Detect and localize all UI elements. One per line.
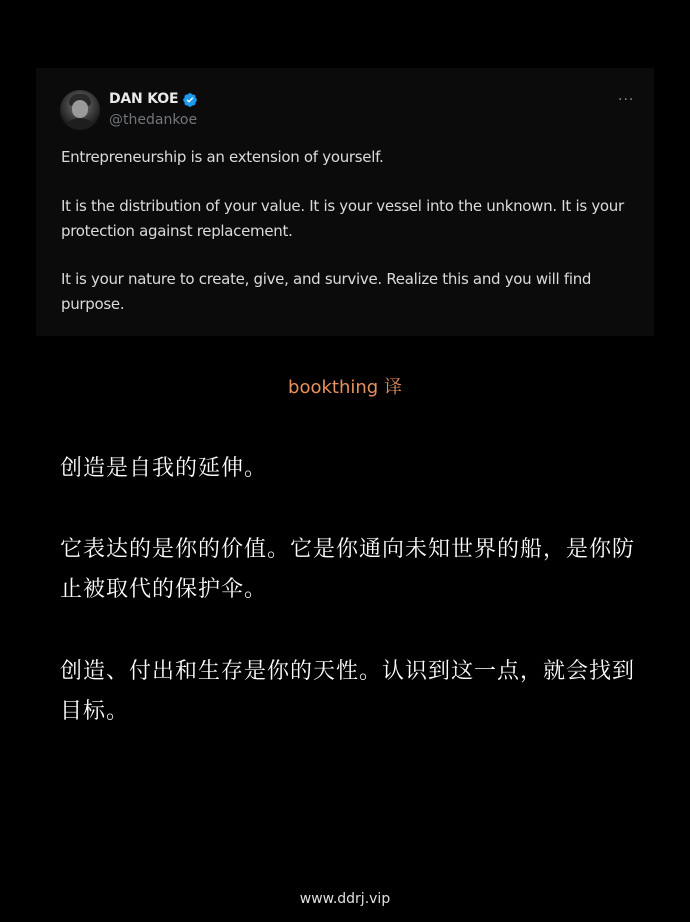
tweet-paragraph-1: Entrepreneurship is an extension of yourself. [61, 148, 384, 166]
translator-label: bookthing 译 [288, 377, 402, 398]
tweet-paragraph-2: It is the distribution of your value. It is your vessel into the unknown. It is your protection against replacement. [61, 197, 624, 240]
avatar-face [72, 100, 88, 118]
tweet-paragraph-3: It is your nature to create, give, and survive. Realize this and you will find purpose. [61, 270, 592, 313]
more-options-icon[interactable]: ··· [618, 92, 635, 108]
author-name[interactable]: DAN KOE [109, 91, 179, 107]
author-handle[interactable]: @thedankoe [109, 112, 198, 128]
translation-paragraph-3: 创造、付出和生存是你的天性。认识到这一点，就会找到目标。 [60, 659, 636, 724]
avatar[interactable] [60, 90, 100, 130]
verified-badge-icon [182, 92, 198, 108]
avatar-shoulders [62, 118, 98, 130]
footer-url: www.ddrj.vip [299, 891, 391, 907]
translation-paragraph-2: 它表达的是你的价值。它是你通向未知世界的船，是你防止被取代的保护伞。 [60, 537, 636, 602]
translation-paragraph-1: 创造是自我的延伸。 [60, 456, 268, 481]
